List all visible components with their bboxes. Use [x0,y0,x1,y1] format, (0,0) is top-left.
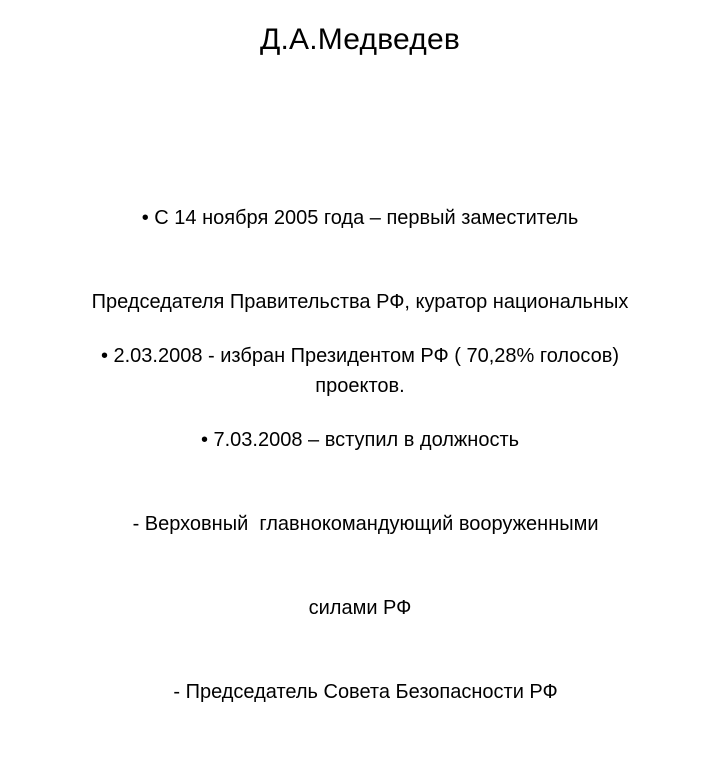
text-line: Председателя Правительства РФ, куратор национальных [91,291,629,313]
paragraph-president [0,286,720,762]
text-line: • 2.03.2008 - избран Президентом РФ ( 70,28% голосов) [100,345,620,367]
text-line: силами РФ [308,597,412,619]
text-line: • С 14 ноября 2005 года – первый заместитель [141,207,579,229]
text-line: - Верховный главнокомандующий вооруженными [121,513,599,535]
slide-title: Д.А.Медведев [259,23,460,56]
text-line: проектов. [315,375,405,397]
text-line: • 7.03.2008 – вступил в должность [200,429,520,451]
text-line: - Председатель Совета Безопасности РФ [162,681,558,703]
